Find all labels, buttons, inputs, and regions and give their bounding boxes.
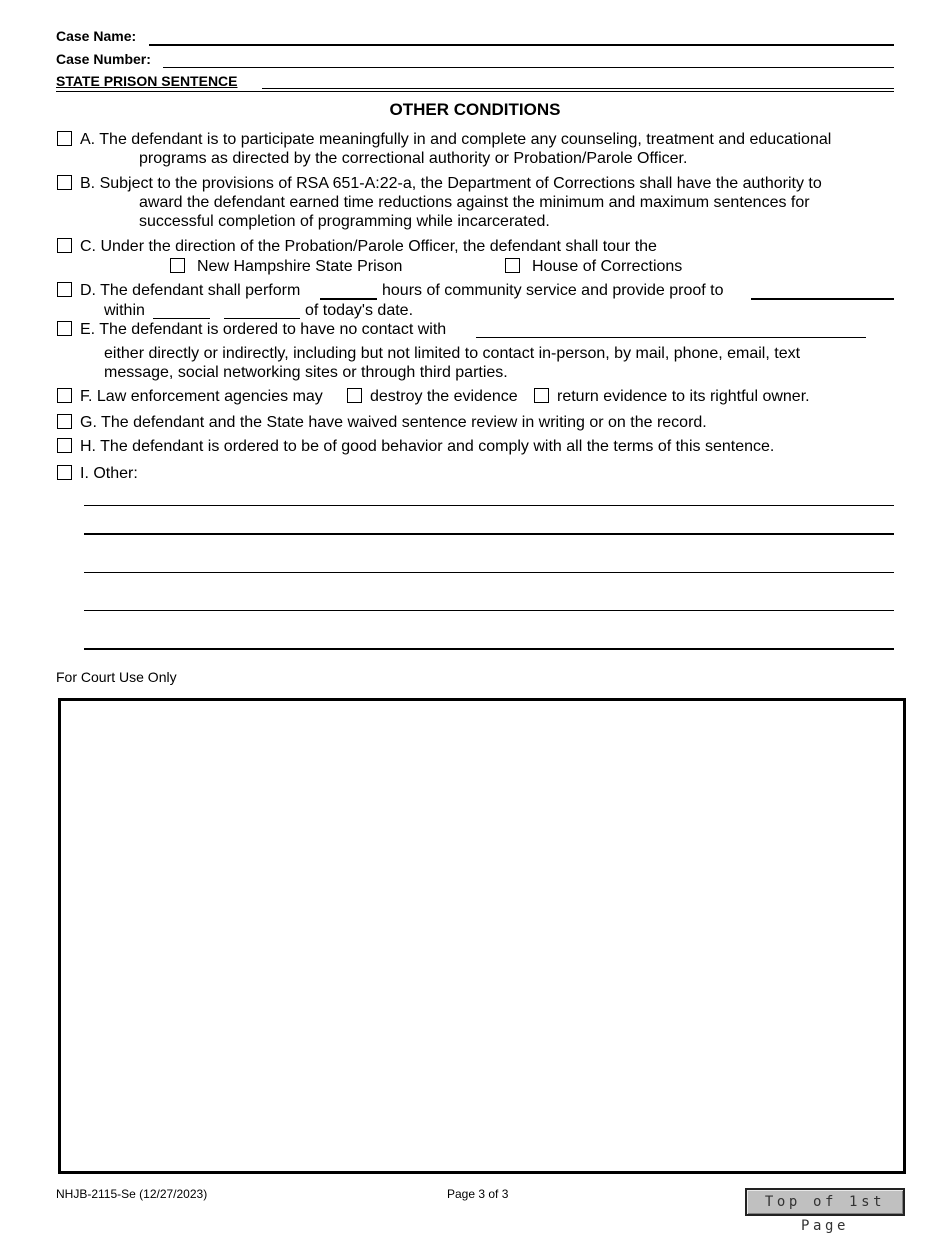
condition-d-checkbox[interactable] (57, 282, 72, 297)
condition-d-date: of today's date. (305, 302, 414, 319)
condition-d-part1: D. The defendant shall perform (80, 282, 301, 299)
top-of-first-page-button[interactable]: Top of 1st Page (745, 1188, 905, 1216)
condition-b-line2: award the defendant earned time reductions against the minimum and maximum sentences for (139, 194, 810, 211)
other-line-4[interactable] (84, 610, 894, 611)
return-evidence-label: return evidence to its rightful owner. (557, 388, 810, 405)
other-line-2[interactable] (84, 533, 894, 535)
condition-e-line2: either directly or indirectly, including but not limited to contact in-person, by mail, phone, email, text (104, 345, 801, 362)
condition-e-checkbox[interactable] (57, 321, 72, 336)
condition-f-part1: F. Law enforcement agencies may (80, 388, 323, 405)
condition-h-checkbox[interactable] (57, 438, 72, 453)
condition-i-checkbox[interactable] (57, 465, 72, 480)
form-id: NHJB-2115-Se (12/27/2023) (56, 1187, 208, 1201)
within-number-field[interactable] (153, 318, 210, 319)
court-use-label: For Court Use Only (56, 669, 177, 685)
sentence-type-underline (262, 88, 894, 89)
nh-state-prison-checkbox[interactable] (170, 258, 185, 273)
other-line-5[interactable] (84, 648, 894, 650)
case-number-label: Case Number: (56, 51, 151, 67)
condition-b-checkbox[interactable] (57, 175, 72, 190)
proof-recipient-field[interactable] (751, 298, 894, 300)
house-of-corrections-label: House of Corrections (532, 258, 683, 275)
condition-c-line1: C. Under the direction of the Probation/Parole Officer, the defendant shall tour the (80, 238, 657, 255)
destroy-evidence-checkbox[interactable] (347, 388, 362, 403)
condition-a-line1: A. The defendant is to participate meaningfully in and complete any counseling, treatment and educational (80, 131, 832, 148)
condition-e-line3: message, social networking sites or through third parties. (104, 364, 508, 381)
return-evidence-checkbox[interactable] (534, 388, 549, 403)
condition-h-text: H. The defendant is ordered to be of good behavior and comply with all the terms of this sentence. (80, 438, 775, 455)
destroy-evidence-label: destroy the evidence (370, 388, 518, 405)
case-name-field[interactable] (149, 44, 894, 46)
nh-state-prison-label: New Hampshire State Prison (197, 258, 403, 275)
condition-c-checkbox[interactable] (57, 238, 72, 253)
other-line-3[interactable] (84, 572, 894, 573)
page-number: Page 3 of 3 (447, 1187, 509, 1201)
condition-b-line1: B. Subject to the provisions of RSA 651-A:22-a, the Department of Corrections shall have the authority to (80, 175, 822, 192)
case-number-field[interactable] (163, 67, 894, 68)
no-contact-name-field[interactable] (476, 337, 866, 338)
condition-d-within: within (104, 302, 145, 319)
condition-i-label: I. Other: (80, 465, 138, 482)
service-hours-field[interactable] (320, 298, 377, 300)
within-unit-field[interactable] (224, 318, 300, 319)
section-title: OTHER CONDITIONS (389, 100, 561, 119)
court-use-box[interactable] (58, 698, 906, 1174)
condition-g-checkbox[interactable] (57, 414, 72, 429)
condition-a-line2: programs as directed by the correctional authority or Probation/Parole Officer. (139, 150, 688, 167)
condition-e-line1: E. The defendant is ordered to have no contact with (80, 321, 447, 338)
header-divider (56, 91, 894, 92)
condition-b-line3: successful completion of programming while incarcerated. (139, 213, 550, 230)
condition-f-checkbox[interactable] (57, 388, 72, 403)
sentence-type: STATE PRISON SENTENCE (56, 73, 238, 89)
case-name-label: Case Name: (56, 28, 137, 44)
condition-g-text: G. The defendant and the State have waived sentence review in writing or on the record. (80, 414, 707, 431)
other-line-1[interactable] (84, 505, 894, 506)
condition-d-part2: hours of community service and provide proof to (382, 282, 724, 299)
house-of-corrections-checkbox[interactable] (505, 258, 520, 273)
condition-a-checkbox[interactable] (57, 131, 72, 146)
